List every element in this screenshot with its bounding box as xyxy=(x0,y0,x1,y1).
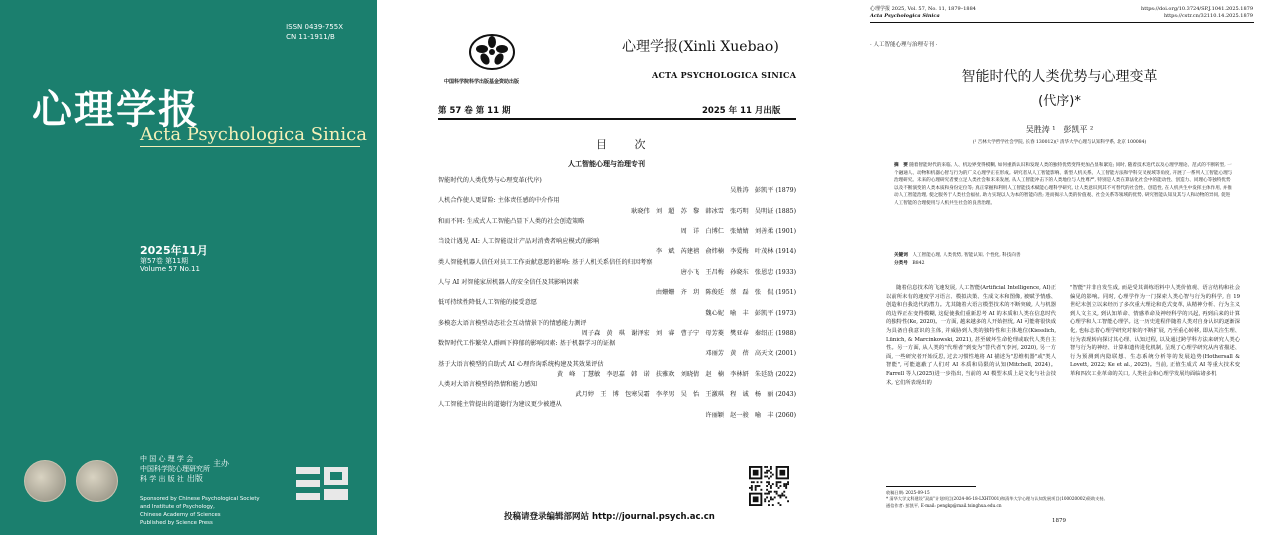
contents-list xyxy=(438,176,796,421)
article-title: 智能时代的人类优势与心理变革 xyxy=(961,69,1158,85)
entry-title: 智能时代的人类优势与心理变革(代序) xyxy=(438,177,542,184)
cover-sponsor-line: Sponsored by Chinese Psychological Society xyxy=(140,496,260,502)
entry-authors-page: 邓丽芳 黄 蓓 高天文 (2001) xyxy=(705,350,796,358)
institute-seal-icon xyxy=(76,460,118,502)
entry-title: 人机合作使人更冒险: 主体责任感的中介作用 xyxy=(438,197,560,205)
entry-authors-page: 魏心妮 喻 丰 彭凯平 (1973) xyxy=(705,309,796,317)
entry-title: 和而不同: 生成式人工智能凸显下人类的社会创造策略 xyxy=(438,217,585,225)
contents-entry[interactable] xyxy=(438,298,796,318)
submission-notice: 投稿请登录编辑部网站 http://journal.psych.ac.cn xyxy=(504,512,715,522)
footnotes xyxy=(886,490,1241,509)
entry-title: 低可持续性降低人工智能的接受意愿 xyxy=(438,299,537,307)
cover-issue-volume: 第57卷 第11期 xyxy=(140,257,189,265)
article-authors: 吴胜涛 ¹ 彭凯平 ² xyxy=(1025,125,1094,134)
body-column-right: "智能"并非自发生成, 而是受其训练语料中人类价值观、语言结构和社会偏见的影响。同时, 心理学作为一门探索人类心智与行为的科学, 自 19 世纪末创立以来经历了多次重大理论和范式变革, 从精神分析、行为主义到人文主义, 到认知革命、情感革命及神经科学的兴起, 再到后来的计算心理学和人工智能心理学。这一历史进程伴随着人类对自身认识的逐渐深化, 也标志着心理学研究对象的不断扩展, 乃至重心转移, 即从关注生理、行为表现转向探讨其心理、认知过程, 以及通过跨学科方法来研究人类心智与行为的神经、计算和遗传进化机制, 呈现了心理学研究从内省描述、行为预测到内隐联想、生态系统分析等的发展趋势(Hothersall & Lovett, 2022; Ke et al., 2025)。当前, 正值生成式 AI 等重大技术变革和四次工业革命的关口, 人类社会和心理学发展均面临诸多机 xyxy=(1070,285,1240,377)
cover-sponsor-line: Chinese Academy of Sciences xyxy=(140,512,221,518)
contents-entry[interactable] xyxy=(438,176,796,196)
classification-number: B842 xyxy=(912,260,925,266)
header-rule xyxy=(438,118,796,120)
entry-title: 基于大语言模型的自助式 AI 心理咨询系统构建及其效果评估 xyxy=(438,360,604,368)
cover-cn: CN 11-1911/B xyxy=(286,33,335,41)
entry-authors-page: 唐小飞 王昌梅 孙晓东 张恩忠 (1933) xyxy=(680,268,796,276)
keywords-label: 关键词 xyxy=(894,253,908,258)
journal-cover xyxy=(0,0,377,535)
header-rule xyxy=(870,22,1254,23)
entry-authors-page: 由姗姗 齐 玥 陈俊廷 蔡 磊 张 侃 (1951) xyxy=(655,289,796,297)
entry-title: 人类对大语言模型的热情和能力感知 xyxy=(438,381,537,389)
keywords: 人工智能心理, 人类优势, 智能认知, 个性化, 科技向善 xyxy=(912,253,1021,258)
cover-issue-date: 2025年11月 xyxy=(140,244,208,257)
cover-title-cn: 心理学报 xyxy=(32,87,200,133)
footnote: 收稿日期: 2025-09-15 xyxy=(886,490,930,495)
footnote-rule xyxy=(886,486,976,487)
cover-sponsor-line: Published by Science Press xyxy=(140,520,213,526)
body-columns xyxy=(886,284,1241,387)
cover-publish-label: 出版 xyxy=(186,474,203,483)
body-column-left: 随着信息技术的飞速发展, 人工智能(Artificial Intelligence, AI)正以前所未有的速度学习语言、模拟决策、生成文本和图像, 被赋予情感、创造和自我迭代的潜力。尤其随着大语言模型技术的不断突破, 人与机器的边界正在变得模糊, 这促使我们重新思考 AI 的本质和人类在信息时代的独特性(Ke, 2020)。一方面, 越来越多的人开始担忧, AI 可能将很快成为具备自我意识的主体, 并威胁到人类的独特性和主体地位(Kiesslich, Lünich, & Marcinkowski, 2021), 甚至破坏生命伦理或取代人类自主性。另一方面, 从人类的"代理者"到变为"替代者"(李河, 2020), 另一方面, 一些研究者开始反思, 过去习惯性地将 AI 描述为"思维机器"或"类人智能", 可能遮蔽了人们对 AI 本质和局限的认知(Mitchell, 2024)。Farrell 等人(2025)进一步指出, 当前的 AI 模型本质上是文化与社会技术, 它们所表现出的 xyxy=(886,285,1056,386)
doi-link[interactable]: https://doi.org/10.3724/SP.J.1041.2025.1879 xyxy=(1140,6,1253,12)
abstract-text: 随着智能时代的来临, 人、机边界变得模糊, 如何重新认识和发现人类的独特优势变得更加凸显和紧迫; 同时, 随着技术迭代以及心理学理论、范式的不断转型, 一个融通人、动物和机器心智与行为的广义心理学正在形成。研究者从人工智能影响、新型人机关系、人工智能方法和学科交叉视域等角度, 开展了一系列人工智能心理与治理研究。未来的心理研究者要立足人类社会和未来发展, 从人工智能冲击下的人类地位与人性尊严, 特别是人类在算法化社会中的能动性、创造力、同理心等独特优势以及不断演变的人类本质和身份定位等; 真正掌握和利用人工智能技术赋能心理科学研究, 让人类意识到其不可替代的社会性、创造性, 在人机共生中发挥主体作用, 并推动人工智能治理, 使之服务于人类社会福祉, 助力实现以人为本的智能向善; 进而揭示人类的价值观、社会关系等领域的优势, 研究智能认知及其与人和动物的异同, 促进人工智能的合理使用与人机共生社会的良善治理。 xyxy=(894,163,1233,206)
keywords-block xyxy=(894,252,1234,267)
contents-entry[interactable] xyxy=(438,360,796,380)
contents-entry[interactable] xyxy=(438,217,796,237)
footnote: * 清华大学文科建设"双高"计划项目(2024-06-18-LXHT001)和清华大学心理与认知发展项目(100020002)资助支持。 xyxy=(886,496,1108,502)
cover-sponsor-label: 主办 xyxy=(213,459,229,468)
entry-authors-page: 武月婷 王 博 包寒吴霜 李孝男 吴 怡 王激琪 程 诚 杨 丽 (2043) xyxy=(575,391,796,399)
cover-issn: ISSN 0439-755X xyxy=(286,23,343,31)
entry-title: 多模态大语言模型动态社会互动情景下的情感能力测评 xyxy=(438,319,587,327)
contents-entry[interactable] xyxy=(438,380,796,400)
contents-entry[interactable] xyxy=(438,319,796,339)
entry-authors-page: 许丽颖 赵一骏 喻 丰 (2060) xyxy=(705,411,796,419)
contents-entry[interactable] xyxy=(438,400,796,420)
abstract-label: 摘 要 xyxy=(894,163,908,168)
volume-issue: 第 57 卷 第 11 期 xyxy=(438,106,511,116)
running-header-left xyxy=(870,6,976,20)
journal-title-en: ACTA PSYCHOLOGICA SINICA xyxy=(652,70,797,80)
contents-entry[interactable] xyxy=(438,339,796,359)
author-affiliation: (¹ 吉林大学哲学社会学院, 长春 130012)(² 清华大学心理与认知科学系, 北京 100084) xyxy=(972,140,1147,145)
publication-date: 2025 年 11 月出版 xyxy=(702,106,781,116)
entry-title: 当设计遇见 AI: 人工智能设计产品对消费者响应模式的影响 xyxy=(438,238,600,246)
cover-publisher: 中 国 心 理 学 会 xyxy=(140,455,194,463)
cover-issue-volume-en: Volume 57 No.11 xyxy=(140,265,200,273)
science-press-logo-icon xyxy=(296,467,348,501)
special-issue-title: 人工智能心理与治理专刊 xyxy=(568,160,645,168)
contents-entry[interactable] xyxy=(438,258,796,278)
running-header-line: Acta Psychologica Sinica xyxy=(870,13,940,19)
cas-emblem-icon xyxy=(468,32,516,72)
contents-entry[interactable] xyxy=(438,196,796,216)
contents-entry[interactable] xyxy=(438,278,796,298)
cover-publisher: 科 学 出 版 社 xyxy=(140,475,184,483)
entry-authors-page: 周 详 白博仁 张婧婧 刘善柔 (1901) xyxy=(680,228,796,236)
qr-code-icon[interactable] xyxy=(749,466,789,506)
cover-title-en: Acta Psychologica Sinica xyxy=(140,124,367,145)
entry-authors-page: 李 斌 芮建禧 俞炜楠 李爱梅 叶茂林 (1914) xyxy=(655,248,796,256)
entry-authors-page: 耿晓伟 刘 超 苏 黎 韩冰雪 张巧明 吴明证 (1885) xyxy=(631,207,796,215)
cover-sponsor-line: and Institute of Psychology, xyxy=(140,504,215,510)
cstr-link[interactable]: https://cstr.cn/32110.14.2025.1879 xyxy=(1163,13,1253,19)
cover-issue-info xyxy=(140,244,208,273)
classification-label: 分类号 xyxy=(894,260,908,266)
entry-title: 数智时代工作繁荣人群画下抑郁的影响因素: 基于机器学习的证据 xyxy=(438,340,616,348)
entry-authors-page: 周子森 黄 琪 谢泽宏 刘 睿 曹子宁 母芳菱 樊亚春 秦绍正 (1988) xyxy=(581,330,796,338)
cover-publisher: 中国科学院心理研究所 xyxy=(140,465,210,473)
contents-page xyxy=(424,0,804,535)
footnote: 通信作者: 彭凯平, E-mail: pengkp@mail.tsinghua.edu.cn xyxy=(886,502,1002,508)
article-subtitle: (代序)* xyxy=(1038,94,1081,109)
cover-issn-block xyxy=(286,22,343,42)
cover-divider xyxy=(140,146,360,147)
entry-title: 人工智能主管提出的道德行为建议更少被遵从 xyxy=(438,401,562,409)
entry-authors-page: 吴胜涛 彭凯平 (1879) xyxy=(730,187,796,195)
entry-title: 人与 AI 对智能家居机器人的安全信任及其影响因素 xyxy=(438,279,579,287)
column-tag: · 人工智能心理与治理专刊 · xyxy=(870,42,938,48)
contents-entry[interactable] xyxy=(438,237,796,257)
page-number: 1879 xyxy=(1052,518,1066,524)
abstract xyxy=(894,162,1234,208)
running-header-line: 心理学报 2025, Vol. 57, No. 11, 1879–1884 xyxy=(870,6,976,12)
journal-title: 心理学报(Xinli Xuebao) xyxy=(622,39,779,55)
cover-sponsor-en xyxy=(140,495,260,527)
cas-funding-line: 中国科学院科学出版基金资助出版 xyxy=(444,79,520,85)
running-header-right xyxy=(1141,6,1253,20)
article-page xyxy=(862,0,1257,535)
contents-heading: 目 次 xyxy=(596,138,658,151)
cover-publishers xyxy=(140,454,229,484)
society-seal-icon xyxy=(24,460,66,502)
entry-authors-page: 黄 峰 丁慧敏 李思嘉 韩 诺 扶雅欢 刘晓倩 赵 楠 李林妍 朱廷劭 (2022) xyxy=(556,370,796,378)
entry-title: 类人智能机器人信任对员工工作贡献意愿的影响: 基于人机关系信任的归因考察 xyxy=(438,258,653,266)
